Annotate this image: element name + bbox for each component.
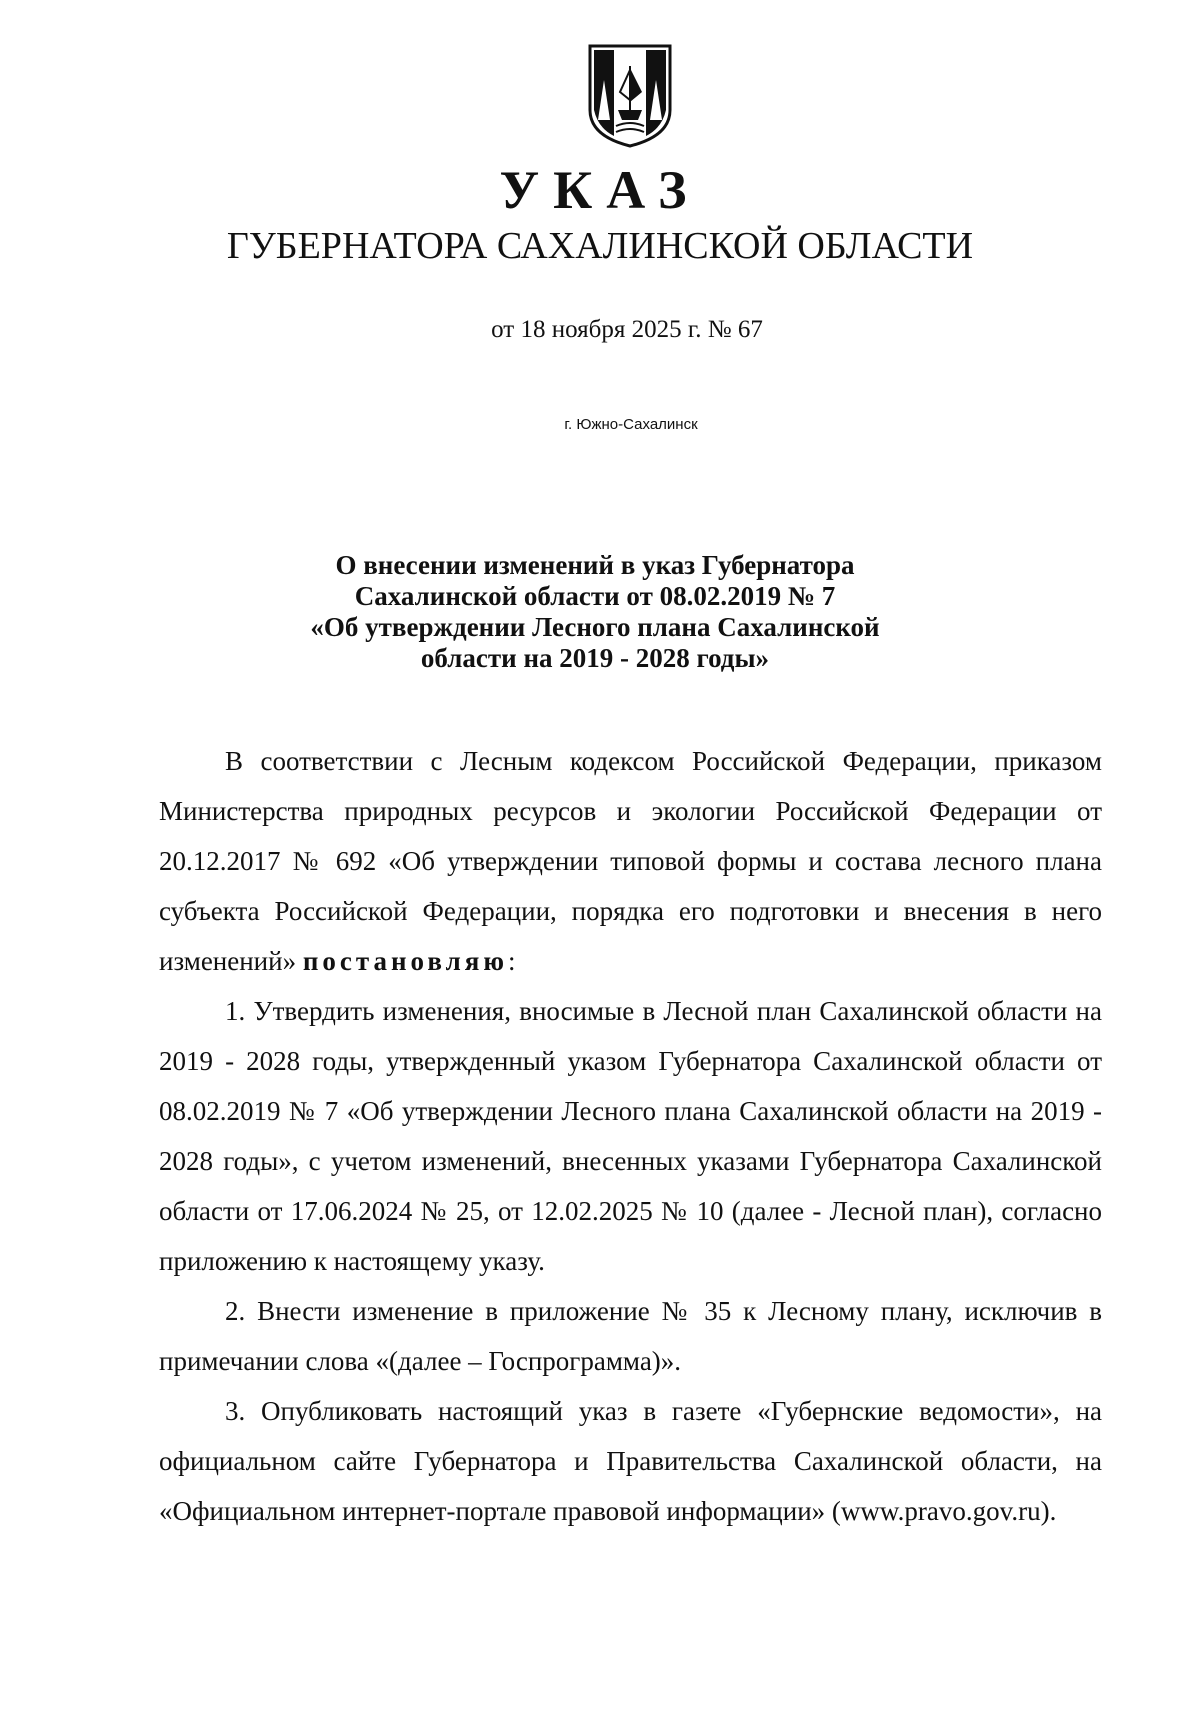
document-heading <box>280 550 910 674</box>
document-city: г. Южно-Сахалинск <box>564 416 698 433</box>
decree-colon: : <box>507 946 516 976</box>
heading-line: Сахалинской области от 08.02.2019 № 7 <box>354 581 836 611</box>
body-item: 2. Внести изменение в приложение № 35 к Лесному плану, исключив в примечании слова «(далее – Госпрограмма)». <box>159 1296 1102 1376</box>
preamble-paragraph <box>159 736 1102 986</box>
body-item: 1. Утвердить изменения, вносимые в Лесной план Сахалинской области на 2019 - 2028 годы, утвержденный указом Губернатора Сахалинской области от 08.02.2019 № 7 «Об утверждении Лесного плана Сахалинской области на 2019 - 2028 годы», с учетом изменений, внесенных указами Губернатора Сахалинской области от 17.06.2024 № 25, от 12.02.2025 № 10 (далее - Лесной план), согласно приложению к настоящему указу. <box>159 996 1102 1276</box>
document-title: УКАЗ <box>499 160 701 220</box>
heading-line: О внесении изменений в указ Губернатора <box>335 550 855 580</box>
heading-line: «Об утверждении Лесного плана Сахалинской <box>310 612 880 642</box>
document-dateline: от 18 ноября 2025 г. № 67 <box>491 316 763 343</box>
heading-line: области на 2019 - 2028 годы» <box>420 643 770 673</box>
sakhalin-coat-of-arms-icon <box>584 40 676 148</box>
preamble-text: В соответствии с Лесным кодексом Российской Федерации, приказом Министерства природных ресурсов и экологии Российской Федерации от 20.12.2017 № 692 «Об утверждении типовой формы и состава лесного плана субъекта Российской Федерации, порядка его подготовки и внесения в него изменений» <box>159 746 1102 976</box>
document-body <box>159 736 1102 1536</box>
body-item: 3. Опубликовать настоящий указ в газете «Губернские ведомости», на официальном сайте Губернатора и Правительства Сахалинской области, на «Официальном интернет-портале правовой информации» (www.pravo.gov.ru). <box>159 1396 1102 1526</box>
document-subtitle: ГУБЕРНАТОРА САХАЛИНСКОЙ ОБЛАСТИ <box>226 225 974 267</box>
decree-word: постановляю <box>302 946 508 976</box>
